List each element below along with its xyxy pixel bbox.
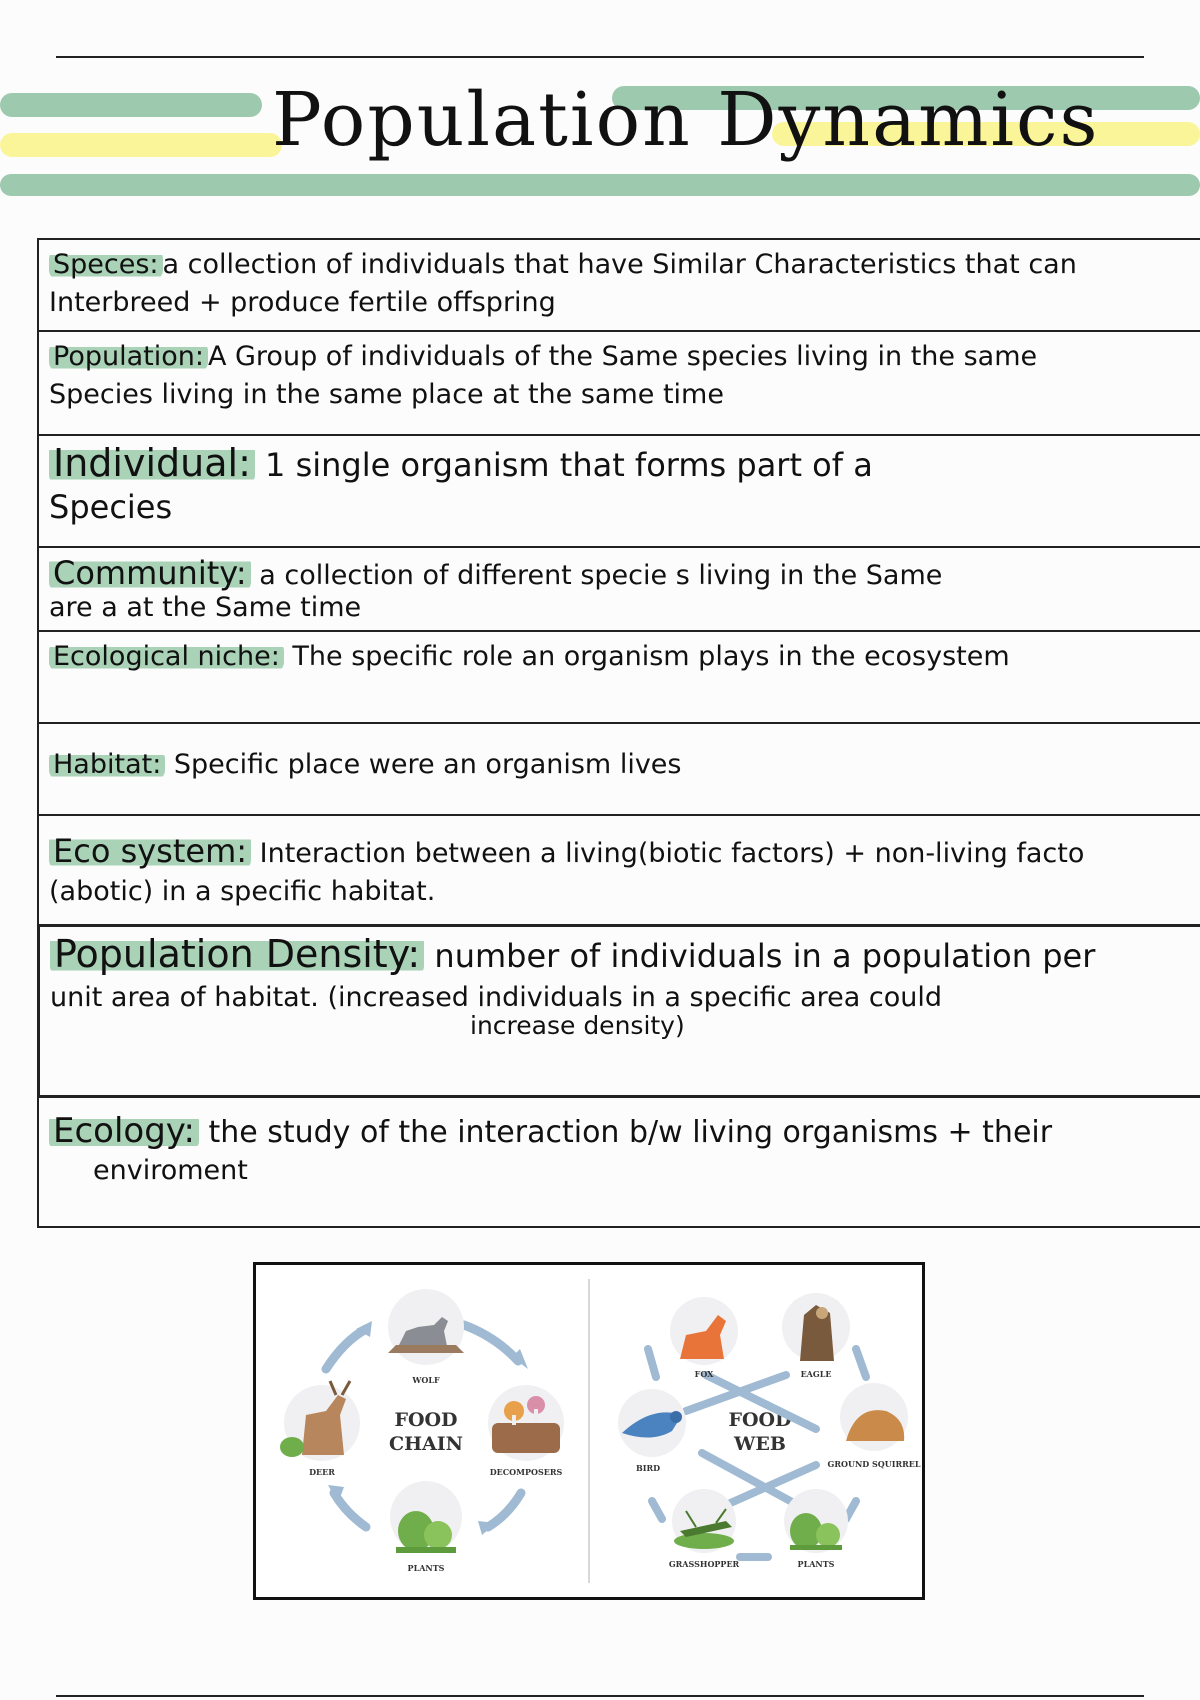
deer-icon [280, 1381, 360, 1461]
plants-icon [784, 1489, 848, 1553]
label-eagle: EAGLE [800, 1369, 832, 1379]
page-title: Population Dynamics [272, 77, 1100, 163]
chain-arrow-4 [326, 1329, 366, 1369]
definition-term: Ecological niche: [49, 641, 284, 672]
top-rule [56, 56, 1144, 58]
label-decomposers: DECOMPOSERS [489, 1467, 563, 1477]
food-chain [280, 1289, 564, 1573]
chain-arrow-2 [488, 1493, 521, 1527]
food-chain-web-illustration [256, 1265, 922, 1597]
label-grasshopper: GRASSHOPPER [668, 1559, 740, 1569]
definition-text: number of individuals in a population per [424, 937, 1096, 975]
definition-note: increase density) [470, 1011, 685, 1040]
definition-text-line2: Species [49, 488, 173, 526]
definition-text: the study of the interaction b/w living organisms + their [198, 1115, 1053, 1150]
definition-term: Community: [49, 554, 251, 592]
definition-term: Speces: [49, 249, 163, 280]
ground-squirrel-icon [840, 1383, 908, 1451]
definition-row-population-density [37, 924, 1200, 1098]
eagle-icon [782, 1293, 850, 1361]
definition-row-habitat [37, 722, 1200, 816]
food-chain-title-line2: CHAIN [388, 1433, 464, 1455]
decomposers-icon [488, 1385, 564, 1461]
label-fox: FOX [694, 1369, 714, 1379]
chain-arrow-1 [464, 1325, 518, 1361]
definition-row-community [37, 546, 1200, 632]
definition-text: 1 single organism that forms part of a [254, 446, 873, 484]
label-plants-web: PLANTS [797, 1559, 835, 1569]
definition-text-line2: Species living in the same place at the same time [49, 379, 724, 410]
web-arrow-1 [648, 1349, 656, 1377]
stripe-yellow-left [0, 133, 282, 157]
definition-text: A Group of individuals of the Same species living in the same [207, 341, 1038, 372]
web-arrow-4 [856, 1349, 866, 1377]
definition-term: Habitat: [49, 749, 165, 780]
definition-text: Specific place were an organism lives [165, 749, 682, 780]
definition-row-ecosystem [37, 814, 1200, 926]
definition-row-population [37, 330, 1200, 436]
food-chain-web-figure [253, 1262, 925, 1600]
definition-text: Interaction between a living(biotic factors) + non-living facto [251, 838, 1085, 869]
definition-term: Eco system: [49, 832, 251, 870]
definition-text: The specific role an organism plays in the ecosystem [283, 641, 1010, 672]
definition-text-line2: enviroment [93, 1155, 248, 1186]
fox-icon [670, 1297, 738, 1365]
label-bird: BIRD [635, 1463, 661, 1473]
label-wolf: WOLF [412, 1375, 440, 1385]
definition-row-ecology [37, 1096, 1200, 1228]
definition-row-ecological-niche [37, 630, 1200, 724]
grasshopper-icon [672, 1489, 736, 1553]
definition-term: Individual: [49, 441, 255, 485]
bird-icon [618, 1389, 686, 1457]
label-ground-squirrel: GROUND SQUIRREL [827, 1459, 921, 1469]
stripe-green-left [0, 93, 262, 117]
definition-term: Ecology: [49, 1111, 199, 1151]
definition-text-line2: unit area of habitat. (increased individuals in a specific area could [50, 982, 943, 1013]
definition-text-line2: (abotic) in a specific habitat. [49, 876, 436, 907]
definition-text: a collection of different specie s living in the Same [250, 560, 943, 591]
food-web-title-line1: FOOD [728, 1409, 792, 1431]
definition-text-line2: Interbreed + produce fertile offspring [49, 287, 556, 318]
food-chain-title-line1: FOOD [394, 1409, 458, 1431]
definition-row-individual [37, 434, 1200, 548]
wolf-icon [388, 1289, 464, 1365]
label-deer: DEER [309, 1467, 335, 1477]
food-web-title-line2: WEB [734, 1433, 786, 1455]
definition-term: Population: [49, 341, 208, 372]
web-arrow-7 [652, 1501, 662, 1519]
definition-row-species [37, 238, 1200, 332]
plants-icon [390, 1481, 462, 1553]
food-web [618, 1293, 921, 1569]
definition-text-line2: are a at the Same time [49, 592, 362, 623]
bottom-rule [56, 1695, 1144, 1697]
definition-term: Population Density: [50, 932, 424, 976]
label-plants: PLANTS [407, 1563, 445, 1573]
definition-text: a collection of individuals that have Similar Characteristics that can [162, 249, 1077, 280]
